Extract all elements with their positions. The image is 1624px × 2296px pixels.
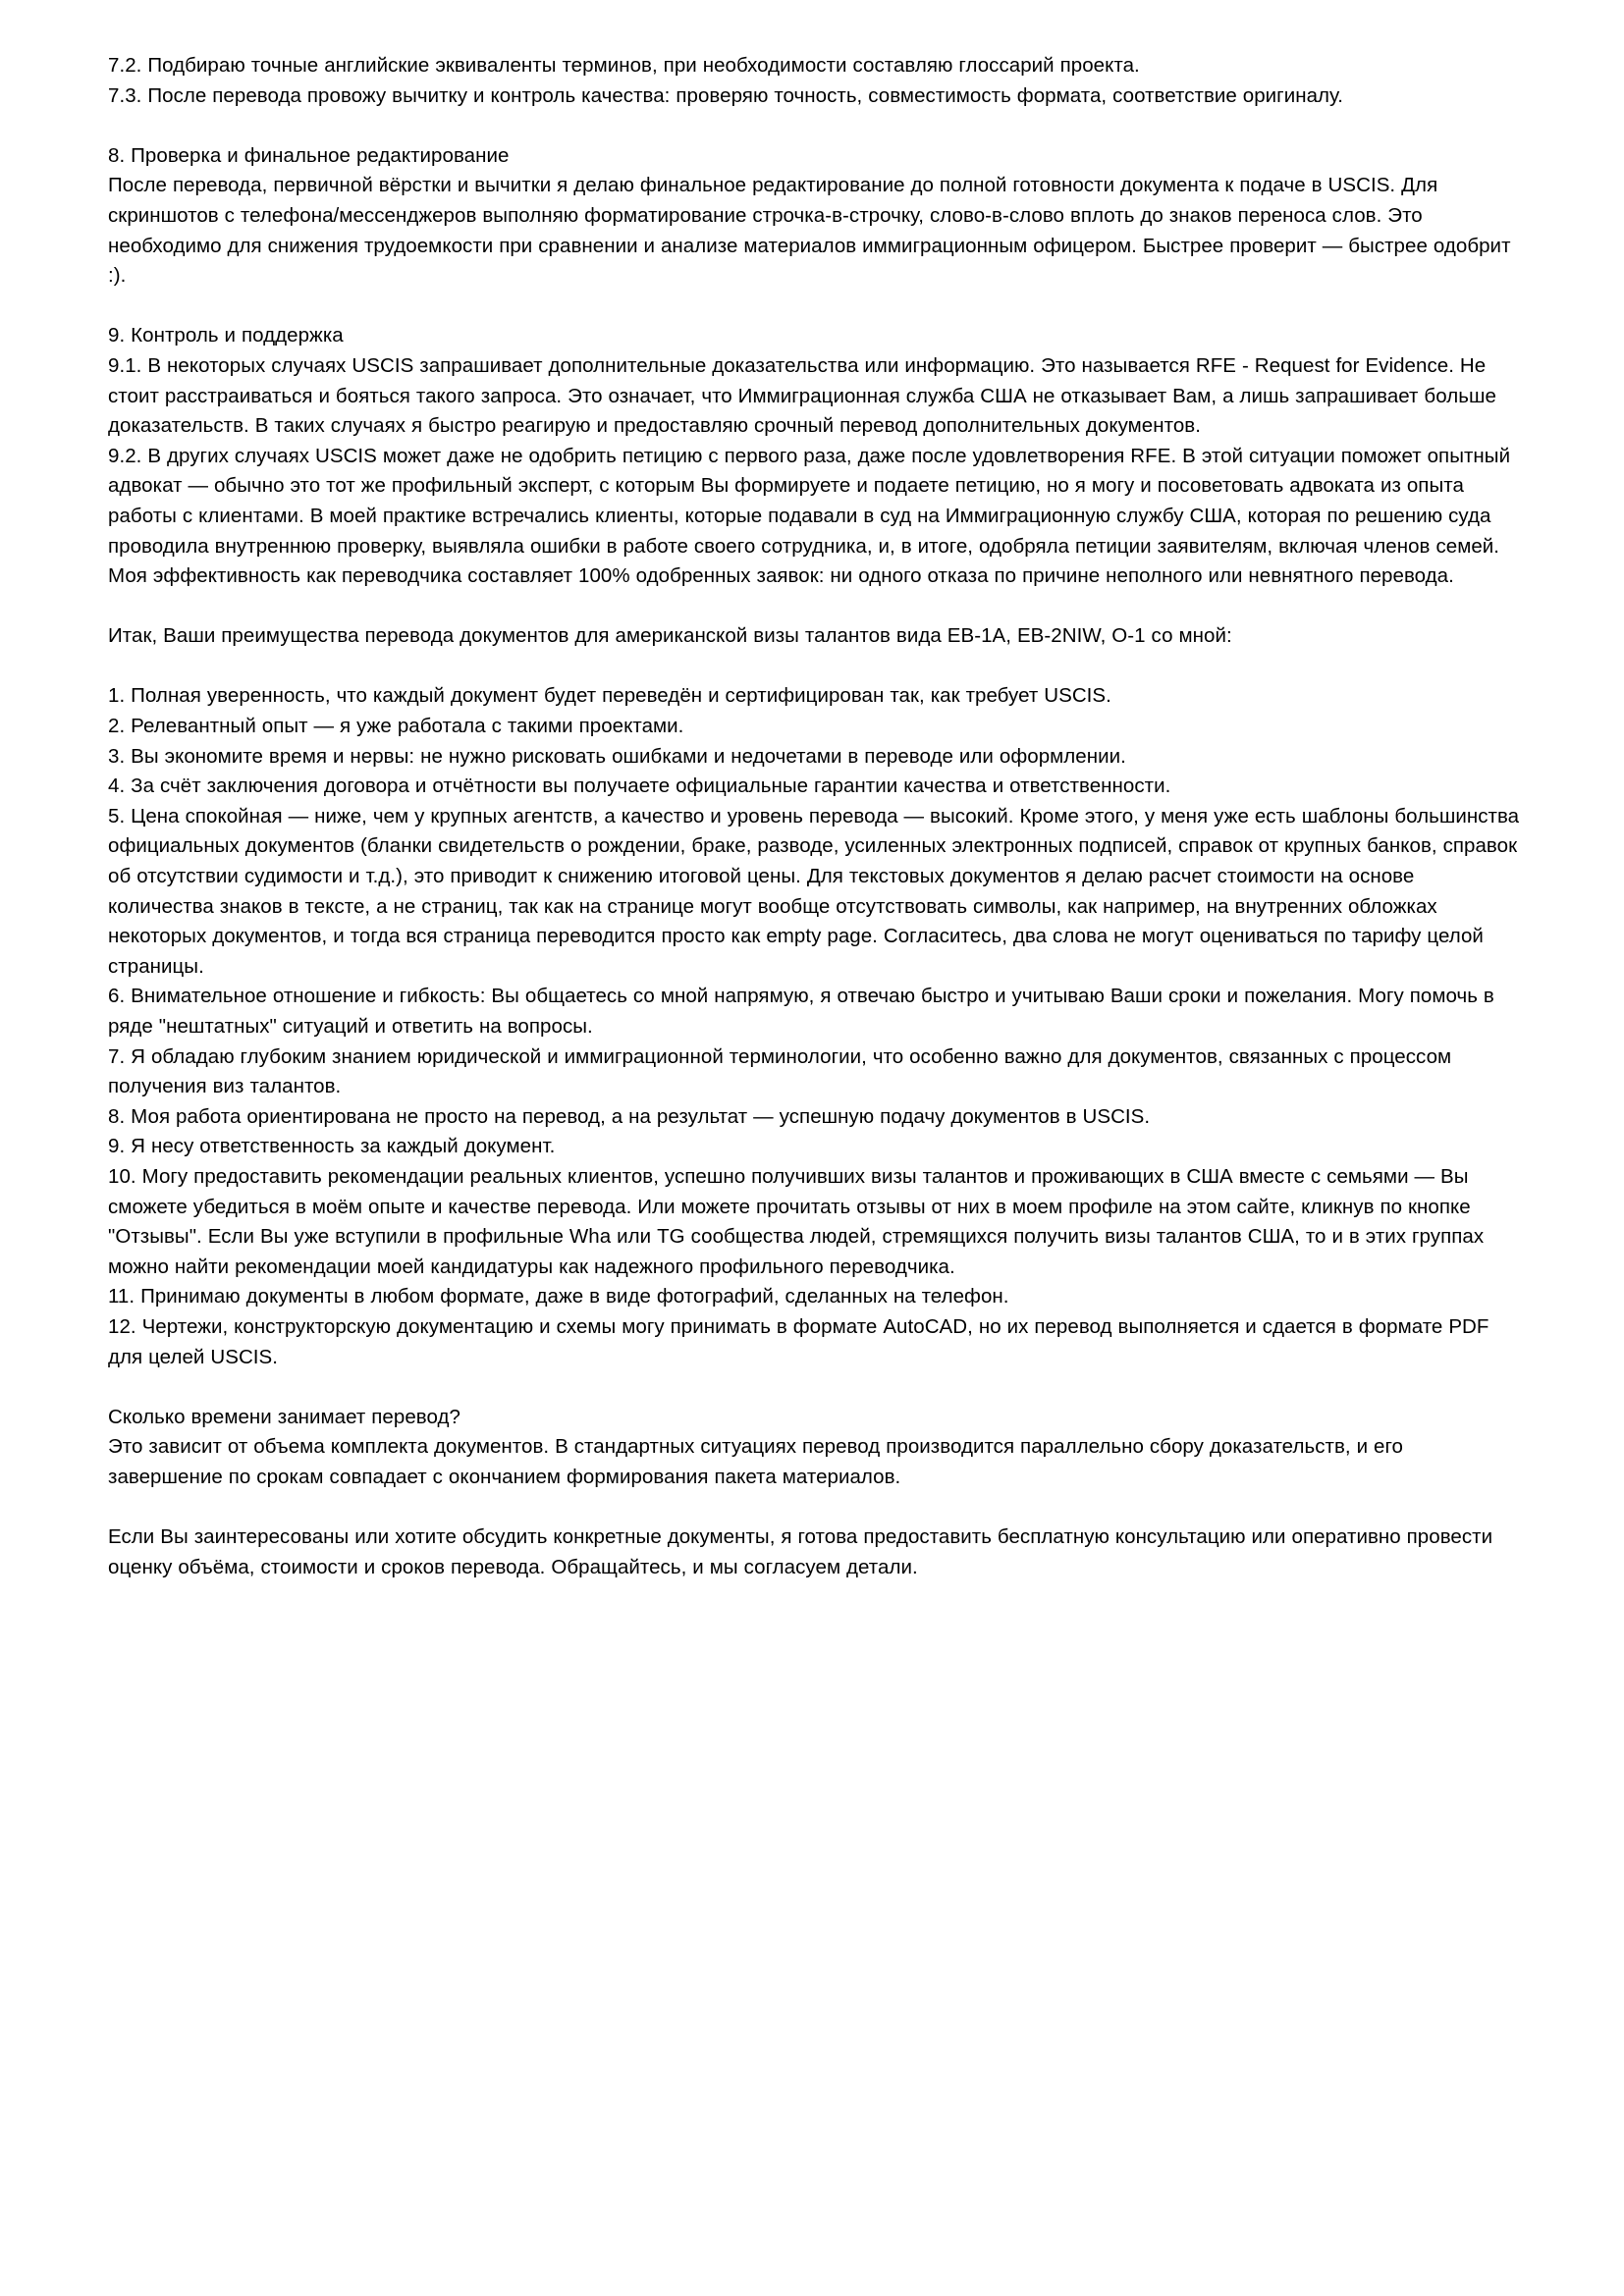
paragraph-spacer xyxy=(108,652,1522,682)
block-9-1: 9.1. В некоторых случаях USCIS запрашивает дополнительные доказательства или информацию. Это называется RFE - Request for Evidence. Не стоит расстраиваться и бояться такого запроса. Это означает, что Иммиграционная служба США не отказывает Вам, а лишь запрашивает больше доказательств. В таких случаях я быстро реагирую и предоставляю срочный перевод дополнительных документов. xyxy=(108,353,1496,438)
item-5: 5. Цена спокойная — ниже, чем у крупных агентств, а качество и уровень перевода — высокий. Кроме этого, у меня уже есть шаблоны большинства официальных документов (бланки свидетельств о рождении, браке, разводе, усиленных электронных подписей, справок от крупных банков, справок об отсутствии судимости и т.д.), это приводит к снижению итоговой цены. Для текстовых документов я делаю расчет стоимости на основе количества знаков в тексте, а не страниц, так как на странице могут вообще отсутствовать символы, как например, на внутренних обложках некоторых документов, и тогда вся страница переводится просто как empty page. Согласитесь, два слова не могут оцениваться по тарифу целой страницы. xyxy=(108,804,1520,978)
block-8-heading: 8. Проверка и финальное редактирование xyxy=(108,143,510,167)
paragraph-spacer xyxy=(108,1372,1522,1403)
item-1: 1. Полная уверенность, что каждый документ будет переведён и сертифицирован так, как требует USCIS. xyxy=(108,684,1111,708)
item-8: 8. Моя работа ориентирована не просто на перевод, а на результат — успешную подачу документов в USCIS. xyxy=(108,1104,1151,1128)
paragraph-spacer xyxy=(108,592,1522,622)
block-question: Сколько времени занимает перевод? xyxy=(108,1405,460,1428)
paragraph-spacer xyxy=(108,111,1522,141)
paragraph-spacer xyxy=(108,1493,1522,1523)
item-3: 3. Вы экономите время и нервы: не нужно рисковать ошибками и недочетами в переводе или оформлении. xyxy=(108,744,1126,768)
block-7-2: 7.2. Подбираю точные английские эквиваленты терминов, при необходимости составляю глоссарий проекта. xyxy=(108,54,1140,77)
item-11: 11. Принимаю документы в любом формате, даже в виде фотографий, сделанных на телефон. xyxy=(108,1285,1009,1308)
block-question-answer: Это зависит от объема комплекта документов. В стандартных ситуациях перевод производится параллельно сбору доказательств, и его завершение по срокам совпадает с окончанием формирования пакета материалов. xyxy=(108,1435,1403,1488)
block-8-body: После перевода, первичной вёрстки и вычитки я делаю финальное редактирование до полной готовности документа к подаче в USCIS. Для скриншотов с телефона/мессенджеров выполняю форматирование строчка-в-строчку, слово-в-слово вплоть до знаков переноса слов. Это необходимо для снижения трудоемкости при сравнении и анализе материалов иммиграционным офицером. Быстрее проверит — быстрее одобрит :). xyxy=(108,174,1511,288)
item-9: 9. Я несу ответственность за каждый документ. xyxy=(108,1135,556,1158)
document-text-body xyxy=(108,51,1522,1582)
block-9-heading: 9. Контроль и поддержка xyxy=(108,324,344,347)
block-closing: Если Вы заинтересованы или хотите обсудить конкретные документы, я готова предоставить бесплатную консультацию или оперативно провести оценку объёма, стоимости и сроков перевода. Обращайтесь, и мы согласуем детали. xyxy=(108,1525,1493,1578)
item-12: 12. Чертежи, конструкторскую документацию и схемы могу принимать в формате AutoCAD, но их перевод выполняется и сдается в формате PDF для целей USCIS. xyxy=(108,1314,1489,1368)
item-7: 7. Я обладаю глубоким знанием юридической и иммиграционной терминологии, что особенно важно для документов, связанных с процессом получения виз талантов. xyxy=(108,1044,1452,1098)
item-10: 10. Могу предоставить рекомендации реальных клиентов, успешно получивших визы талантов и проживающих в США вместе с семьями — Вы сможете убедиться в моём опыте и качестве перевода. Или можете прочитать отзывы от них в моем профиле на этом сайте, кликнув по кнопке "Отзывы". Если Вы уже вступили в профильные Wha или TG сообщества людей, стремящихся получить визы талантов США, то и в этих группах можно найти рекомендации моей кандидатуры как надежного профильного переводчика. xyxy=(108,1164,1485,1278)
paragraph-spacer xyxy=(108,292,1522,322)
block-intro-list: Итак, Ваши преимущества перевода документов для американской визы талантов вида EB-1A, EB-2NIW, O-1 со мной: xyxy=(108,624,1232,648)
item-6: 6. Внимательное отношение и гибкость: Вы общаетесь со мной напрямую, я отвечаю быстро и учитываю Ваши сроки и пожелания. Могу помочь в ряде "нештатных" ситуаций и ответить на вопросы. xyxy=(108,985,1494,1038)
item-4: 4. За счёт заключения договора и отчётности вы получаете официальные гарантии качества и ответственности. xyxy=(108,774,1171,798)
block-9-2: 9.2. В других случаях USCIS может даже не одобрить петицию с первого раза, даже после удовлетворения RFE. В этой ситуации поможет опытный адвокат — обычно это тот же профильный эксперт, с которым Вы формируете и подаете петицию, но я могу и посоветовать адвоката из опыта работы с клиентами. В моей практике встречались клиенты, которые подавали в суд на Иммиграционную службу США, которая по решению суда проводила внутреннюю проверку, выявляла ошибки в работе своего сотрудника, и, в итоге, одобряла петиции заявителям, включая членов семей. Моя эффективность как переводчика составляет 100% одобренных заявок: ни одного отказа по причине неполного или невнятного перевода. xyxy=(108,444,1511,588)
item-2: 2. Релевантный опыт — я уже работала с такими проектами. xyxy=(108,715,684,738)
block-7-3: 7.3. После перевода провожу вычитку и контроль качества: проверяю точность, совместимость формата, соответствие оригиналу. xyxy=(108,83,1344,107)
